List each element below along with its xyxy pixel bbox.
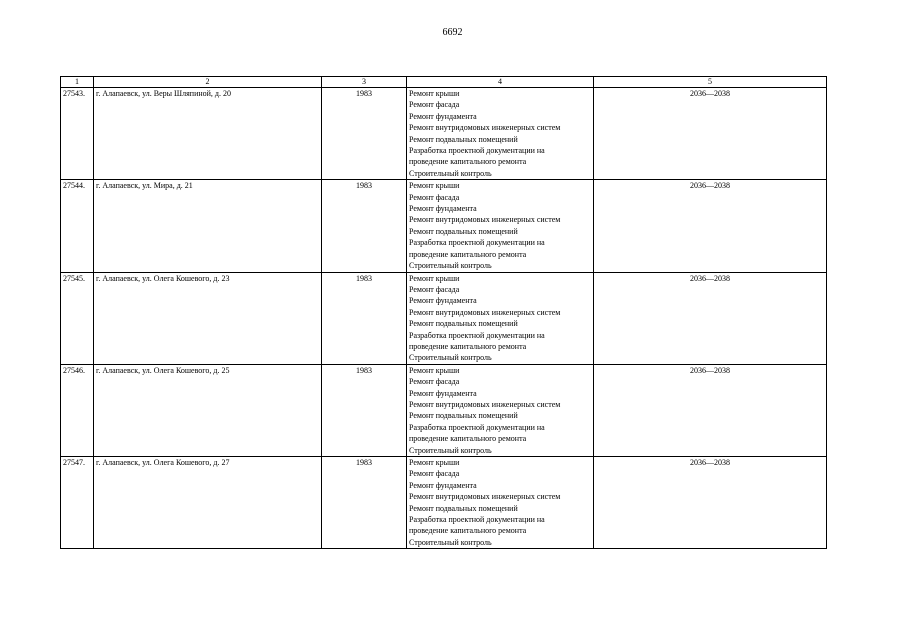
- work-item: Ремонт подвальных помещений: [409, 134, 518, 144]
- building-address: г. Алапаевск, ул. Веры Шляпиной, д. 20: [94, 88, 322, 180]
- repair-period: 2036—2038: [594, 180, 827, 272]
- work-item: Разработка проектной документации на: [409, 422, 545, 432]
- work-item: Ремонт внутридомовых инженерных систем: [409, 307, 561, 317]
- repair-works: [407, 180, 594, 272]
- column-header-5: 5: [594, 77, 827, 88]
- work-item: Ремонт фундамента: [409, 111, 477, 121]
- work-item: Ремонт фасада: [409, 284, 460, 294]
- work-item: проведение капитального ремонта: [409, 526, 527, 536]
- table-body: [61, 88, 827, 549]
- work-item: Ремонт фасада: [409, 469, 460, 479]
- row-number: 27547.: [61, 457, 94, 549]
- work-item: Строительный контроль: [409, 537, 492, 547]
- work-item: Ремонт крыши: [409, 458, 460, 467]
- work-item: проведение капитального ремонта: [409, 157, 527, 167]
- column-header-3: 3: [322, 77, 407, 88]
- page-number: 6692: [442, 27, 463, 38]
- work-item: Строительный контроль: [409, 353, 492, 363]
- repair-works: [407, 272, 594, 364]
- column-header-1: 1: [61, 77, 94, 88]
- row-number: 27546.: [61, 364, 94, 456]
- work-item: Ремонт крыши: [409, 89, 460, 98]
- work-item: Ремонт внутридомовых инженерных систем: [409, 123, 561, 133]
- work-item: Разработка проектной документации на: [409, 330, 545, 340]
- work-item: Ремонт фундамента: [409, 204, 477, 214]
- commission-year: 1983: [322, 272, 407, 364]
- work-item: Строительный контроль: [409, 261, 492, 271]
- column-header-4: 4: [407, 77, 594, 88]
- repair-schedule-table: [60, 76, 827, 549]
- table-row: [61, 364, 827, 456]
- building-address: г. Алапаевск, ул. Олега Кошевого, д. 23: [94, 272, 322, 364]
- column-number-row: [61, 77, 827, 88]
- building-address: г. Алапаевск, ул. Олега Кошевого, д. 25: [94, 364, 322, 456]
- table-row: [61, 88, 827, 180]
- work-item: Ремонт фундамента: [409, 388, 477, 398]
- work-item: проведение капитального ремонта: [409, 434, 527, 444]
- work-item: Строительный контроль: [409, 168, 492, 178]
- table-header: [61, 77, 827, 88]
- work-item: Ремонт крыши: [409, 365, 460, 375]
- work-item: Ремонт подвальных помещений: [409, 411, 518, 421]
- table-row: [61, 180, 827, 272]
- work-item: Ремонт фасада: [409, 192, 460, 202]
- repair-period: 2036—2038: [594, 88, 827, 180]
- work-item: Ремонт внутридомовых инженерных систем: [409, 492, 561, 502]
- repair-works: [407, 457, 594, 549]
- table-row: [61, 457, 827, 549]
- commission-year: 1983: [322, 88, 407, 180]
- building-address: г. Алапаевск, ул. Олега Кошевого, д. 27: [94, 457, 322, 549]
- row-number: 27544.: [61, 180, 94, 272]
- work-item: Разработка проектной документации на: [409, 515, 545, 525]
- work-item: Ремонт фундамента: [409, 296, 477, 306]
- work-item: Ремонт фасада: [409, 377, 460, 387]
- work-item: Ремонт крыши: [409, 273, 460, 283]
- row-number: 27545.: [61, 272, 94, 364]
- building-address: г. Алапаевск, ул. Мира, д. 21: [94, 180, 322, 272]
- work-item: Строительный контроль: [409, 445, 492, 455]
- work-item: Ремонт подвальных помещений: [409, 319, 518, 329]
- work-item: Ремонт внутридомовых инженерных систем: [409, 215, 561, 225]
- repair-period: 2036—2038: [594, 272, 827, 364]
- table-row: [61, 272, 827, 364]
- work-item: Ремонт фасада: [409, 100, 460, 110]
- column-header-2: 2: [94, 77, 322, 88]
- work-item: Ремонт подвальных помещений: [409, 503, 518, 513]
- work-item: Ремонт фундамента: [409, 480, 477, 490]
- commission-year: 1983: [322, 457, 407, 549]
- work-item: проведение капитального ремонта: [409, 341, 527, 351]
- work-item: проведение капитального ремонта: [409, 249, 527, 259]
- work-item: Разработка проектной документации на: [409, 146, 545, 156]
- repair-period: 2036—2038: [594, 364, 827, 456]
- repair-period: 2036—2038: [594, 457, 827, 549]
- repair-works: [407, 88, 594, 180]
- commission-year: 1983: [322, 180, 407, 272]
- work-item: Ремонт крыши: [409, 181, 460, 191]
- row-number: 27543.: [61, 88, 94, 180]
- work-item: Ремонт внутридомовых инженерных систем: [409, 399, 561, 409]
- work-item: Разработка проектной документации на: [409, 238, 545, 248]
- repair-works: [407, 364, 594, 456]
- commission-year: 1983: [322, 364, 407, 456]
- work-item: Ремонт подвальных помещений: [409, 226, 518, 236]
